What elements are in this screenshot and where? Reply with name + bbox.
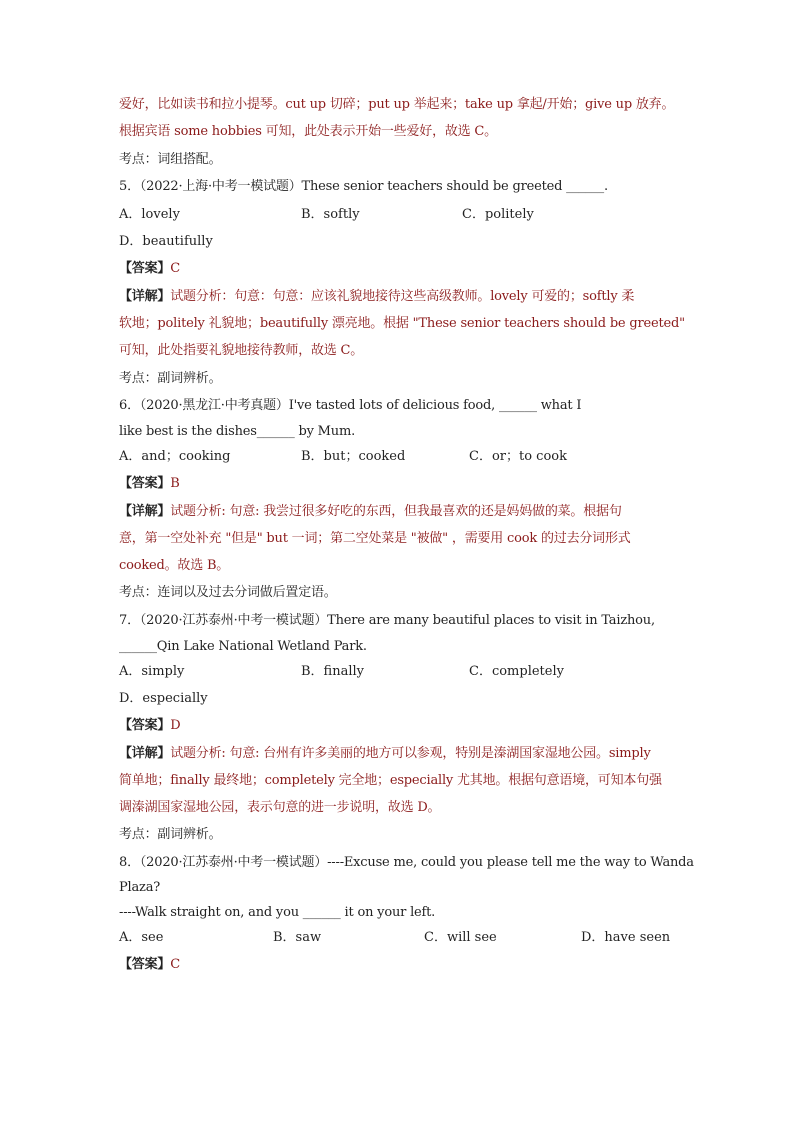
q4-point: 考点：词组搭配。	[119, 152, 222, 167]
detail-label: 【详解】	[119, 504, 171, 519]
q8-option-d: D．have seen	[581, 930, 671, 945]
answer-value: C	[170, 957, 180, 972]
q6-detail-line3: cooked。故选 B。	[119, 558, 230, 573]
answer-value: D	[170, 718, 181, 733]
answer-label: 【答案】	[119, 476, 171, 491]
q8-option-b: B．saw	[273, 930, 322, 945]
q7-option-b: B．finally	[301, 664, 365, 679]
q5-option-d: D．beautifully	[119, 234, 213, 249]
q7-option-d: D．especially	[119, 691, 208, 706]
q6-option-c: C．or；to cook	[469, 449, 567, 464]
answer-label: 【答案】	[119, 957, 171, 972]
q7-answer	[119, 717, 180, 734]
answer-value: C	[170, 261, 180, 276]
q7-detail-line1	[119, 745, 651, 762]
q8-stem-line2: Plaza?	[119, 880, 161, 895]
q5-option-a: A．lovely	[119, 207, 180, 222]
q5-detail-line2: 软地；politely 礼貌地；beautifully 漂亮地。根据 "These senior teachers should be greeted"	[119, 316, 685, 331]
q5-point: 考点：副词辨析。	[119, 371, 222, 386]
q8-stem-line1: 8．（2020·江苏泰州·中考一模试题）----Excuse me, could you please tell me the way to Wanda	[119, 855, 694, 870]
q6-detail-line2: 意，第一空处补充 "但是" but 一词；第二空处菜是 "被做" ，需要用 cook 的过去分词形式	[119, 531, 631, 546]
q5-stem: 5．（2022·上海·中考一模试题）These senior teachers should be greeted ______.	[119, 179, 608, 194]
q7-detail-line2: 简单地；finally 最终地；completely 完全地；especially 尤其地。根据句意语境，可知本句强	[119, 773, 662, 788]
q6-answer	[119, 475, 180, 492]
q8-stem-line3: ----Walk straight on, and you ______ it on your left.	[119, 905, 436, 920]
q8-answer	[119, 956, 180, 973]
detail-label: 【详解】	[119, 289, 171, 304]
detail-text: 试题分析：句意：句意：应该礼貌地接待这些高级教师。lovely 可爱的；softly 柔	[170, 289, 635, 304]
q6-stem-line1: 6．（2020·黑龙江·中考真题）I've tasted lots of delicious food, ______ what I	[119, 398, 582, 413]
q6-option-a: A．and；cooking	[119, 449, 231, 464]
q5-detail-line1	[119, 288, 634, 305]
q5-option-b: B．softly	[301, 207, 360, 222]
q4-explanation-line2: 根据宾语 some hobbies 可知，此处表示开始一些爱好，故选 C。	[119, 124, 497, 139]
detail-label: 【详解】	[119, 746, 171, 761]
q4-explanation-line1: 爱好，比如读书和拉小提琴。cut up 切碎；put up 举起来；take up 拿起/开始；give up 放弃。	[119, 97, 675, 112]
q6-detail-line1	[119, 503, 622, 520]
answer-value: B	[170, 476, 180, 491]
q8-option-a: A．see	[119, 930, 164, 945]
q6-option-b: B．but；cooked	[301, 449, 406, 464]
q7-option-a: A．simply	[119, 664, 185, 679]
answer-label: 【答案】	[119, 261, 171, 276]
detail-text: 试题分析: 句意: 台州有许多美丽的地方可以参观，特别是溱湖国家湿地公园。simply	[170, 746, 651, 761]
q8-option-c: C．will see	[424, 930, 497, 945]
q7-stem-line2: ______Qin Lake National Wetland Park.	[119, 639, 367, 654]
q6-point: 考点：连词以及过去分词做后置定语。	[119, 585, 337, 600]
q7-stem-line1: 7．（2020·江苏泰州·中考一模试题）There are many beautiful places to visit in Taizhou,	[119, 613, 655, 628]
q6-stem-line2: like best is the dishes______ by Mum.	[119, 424, 356, 439]
q7-detail-line3: 调溱湖国家湿地公园，表示句意的进一步说明，故选 D。	[119, 800, 441, 815]
answer-label: 【答案】	[119, 718, 171, 733]
q7-option-c: C．completely	[469, 664, 564, 679]
q5-answer	[119, 260, 180, 277]
q7-point: 考点：副词辨析。	[119, 827, 222, 842]
q5-option-c: C．politely	[462, 207, 534, 222]
q5-detail-line3: 可知，此处指要礼貌地接待教师，故选 C。	[119, 343, 364, 358]
detail-text: 试题分析: 句意: 我尝过很多好吃的东西，但我最喜欢的还是妈妈做的菜。根据句	[170, 504, 622, 519]
